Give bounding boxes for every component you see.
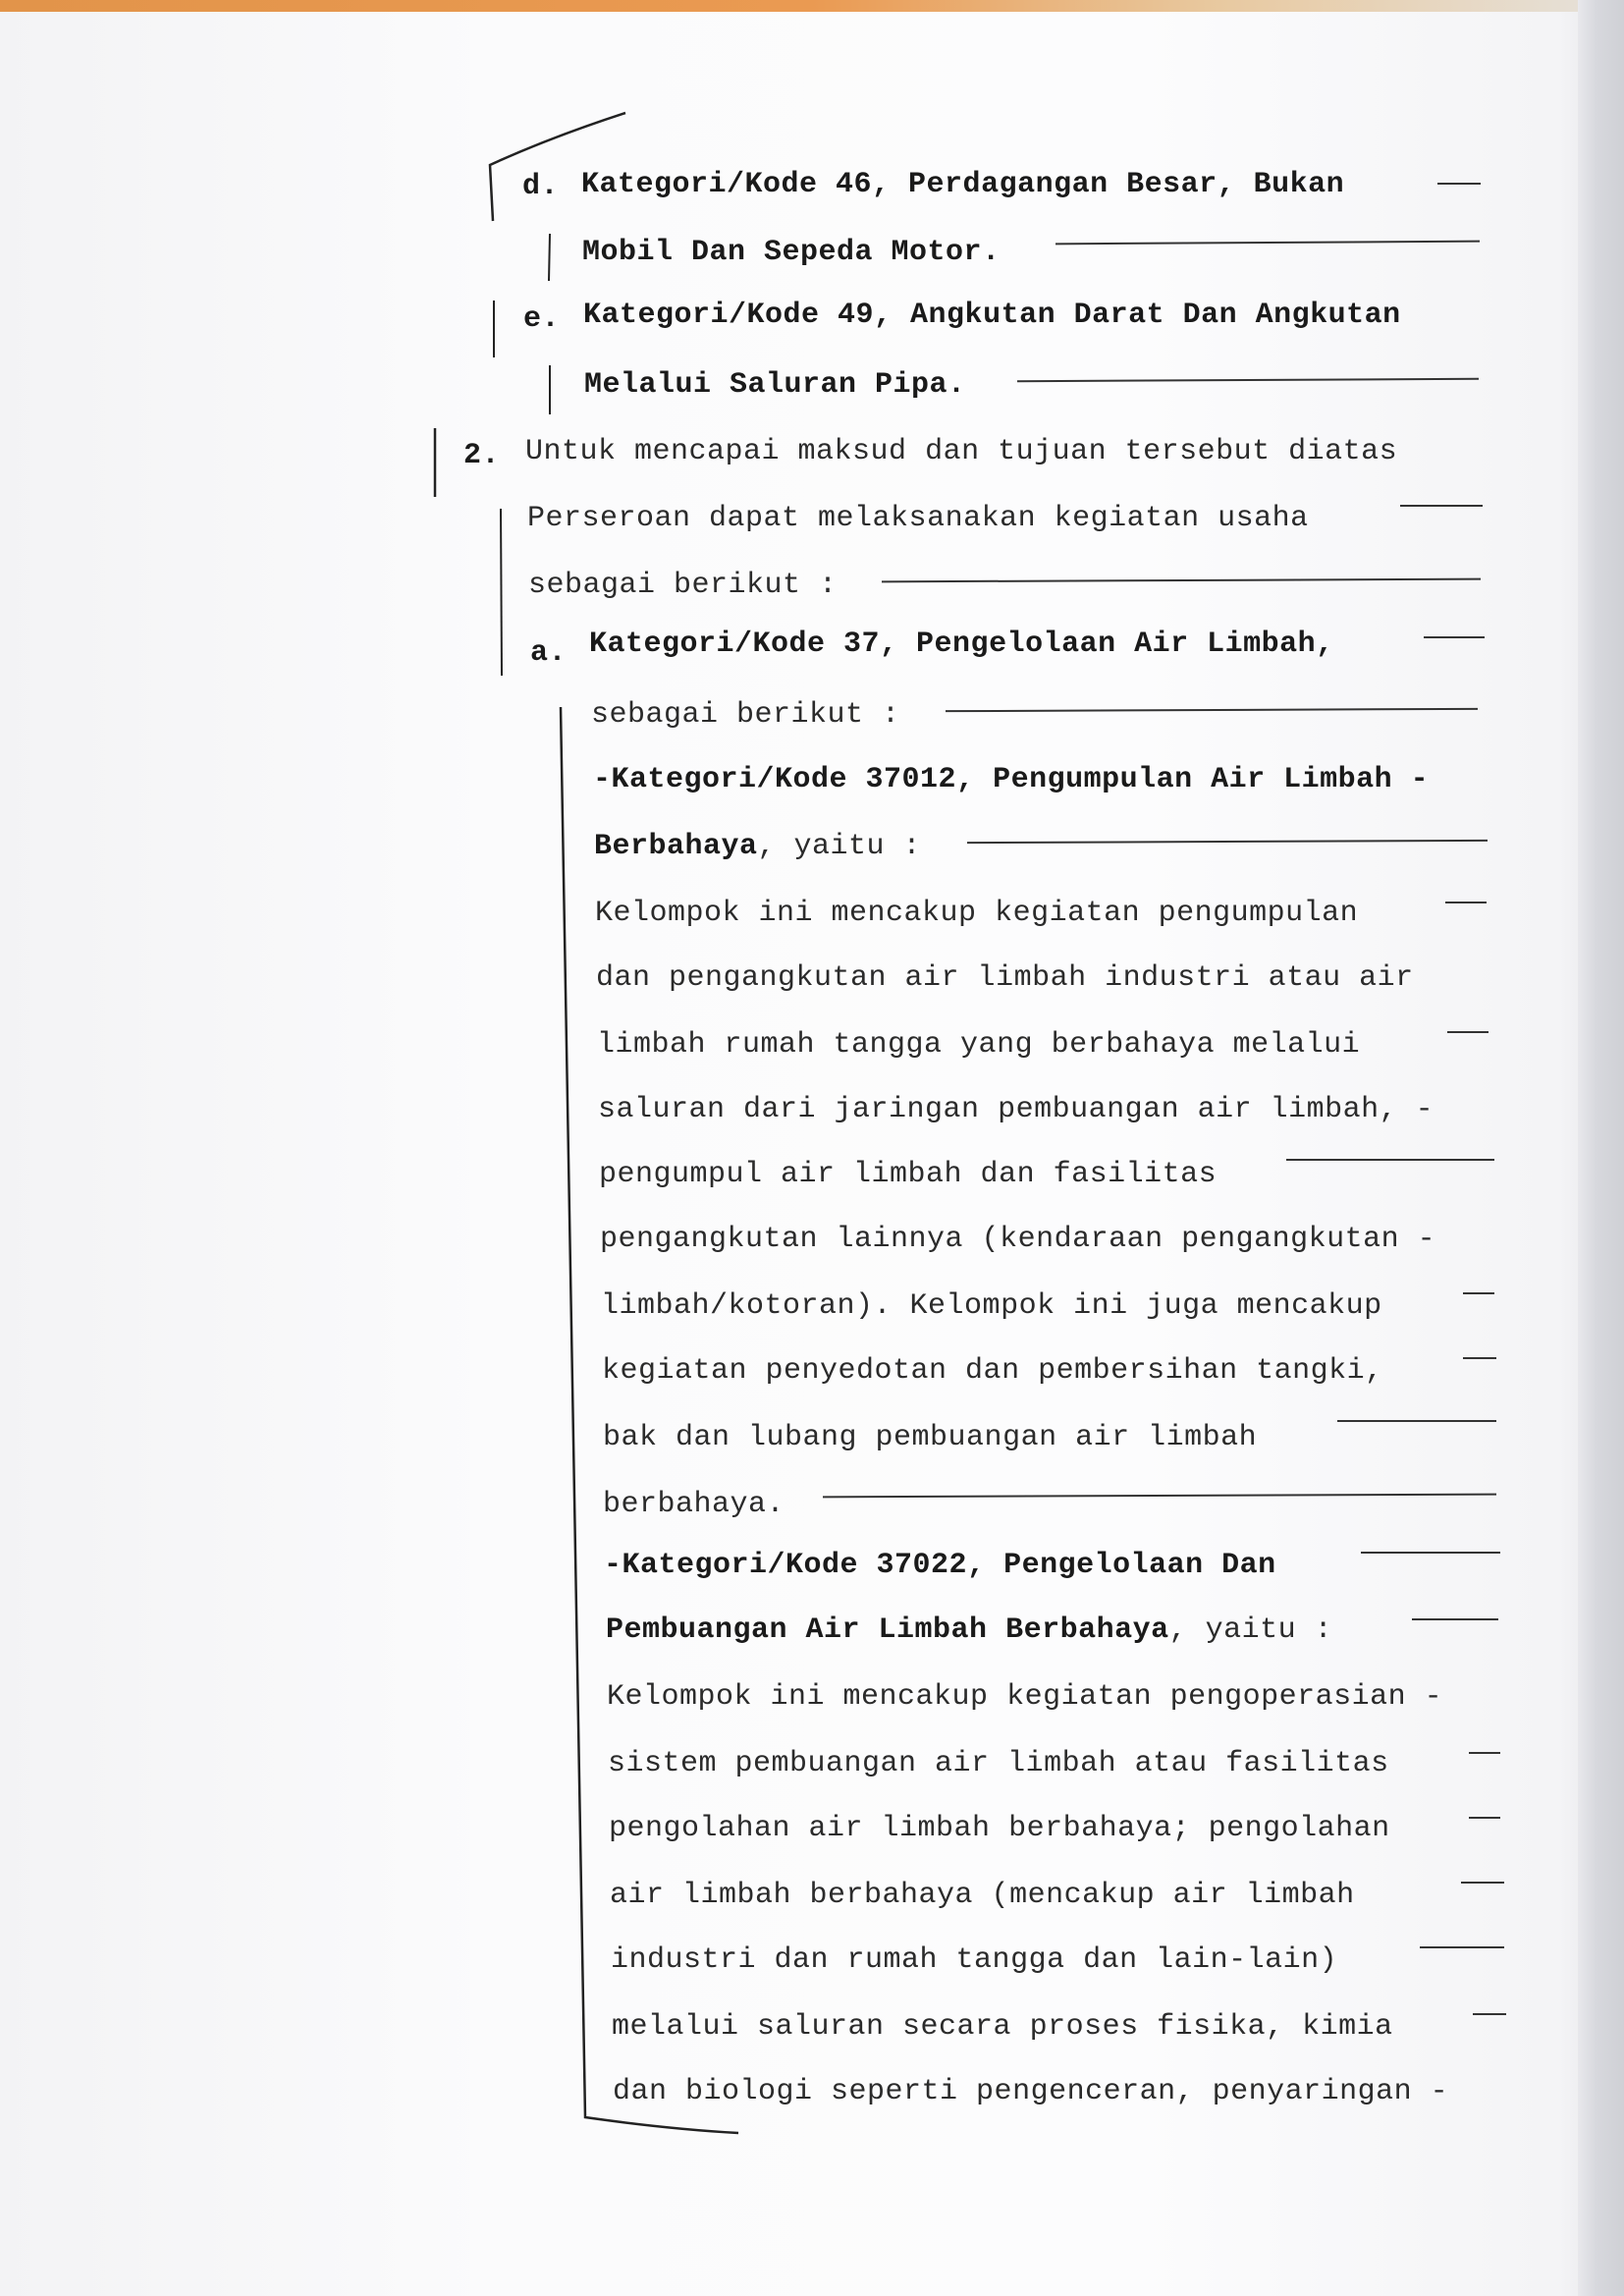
text-line-11 bbox=[594, 827, 921, 866]
filler-dash bbox=[1469, 1817, 1500, 1819]
text-line-19: kegiatan penyedotan dan pembersihan tangki, bbox=[602, 1354, 1383, 1388]
text-line-1: Kategori/Kode 46, Perdagangan Besar, Bukan bbox=[581, 168, 1345, 201]
text-line-15: saluran dari jaringan pembuangan air limbah, - bbox=[598, 1093, 1435, 1126]
filler-dash bbox=[1400, 505, 1483, 507]
text-line-9: sebagai berikut : bbox=[591, 698, 900, 732]
text-line-2: Mobil Dan Sepeda Motor. bbox=[582, 236, 1001, 269]
filler-dash bbox=[1461, 1882, 1504, 1884]
text-line-14: limbah rumah tangga yang berbahaya melalui bbox=[597, 1028, 1361, 1062]
filler-dash bbox=[1337, 1420, 1496, 1422]
filler-dash bbox=[1424, 636, 1485, 638]
filler-dash bbox=[1473, 2013, 1506, 2015]
text-line-18: limbah/kotoran). Kelompok ini juga mencakup bbox=[601, 1289, 1382, 1323]
text-line-13: dan pengangkutan air limbah industri atau air bbox=[596, 961, 1414, 995]
text-line-16: pengumpul air limbah dan fasilitas bbox=[599, 1158, 1218, 1191]
text-line-23-rest: , yaitu : bbox=[1168, 1613, 1333, 1647]
text-line-12: Kelompok ini mencakup kegiatan pengumpulan bbox=[595, 897, 1359, 930]
bracket-item-2-body bbox=[501, 509, 502, 676]
filler-dash bbox=[1420, 1946, 1504, 1948]
list-label-d: d. bbox=[522, 170, 560, 203]
filler-dash bbox=[1437, 183, 1481, 185]
text-line-7: sebagai berikut : bbox=[528, 569, 838, 602]
text-line-20: bak dan lubang pembuangan air limbah bbox=[603, 1421, 1258, 1454]
text-line-4: Melalui Saluran Pipa. bbox=[584, 368, 966, 402]
list-label-e: e. bbox=[523, 302, 561, 336]
text-line-6: Perseroan dapat melaksanakan kegiatan usaha bbox=[527, 502, 1309, 535]
filler-dash bbox=[1463, 1357, 1496, 1359]
text-line-29: melalui saluran secara proses fisika, kimia bbox=[612, 2010, 1393, 2044]
filler-dash bbox=[1412, 1618, 1498, 1620]
list-label-2: 2. bbox=[463, 439, 501, 472]
text-line-25: sistem pembuangan air limbah atau fasilitas bbox=[608, 1747, 1389, 1780]
filler-dash bbox=[1445, 902, 1487, 903]
filler-dash bbox=[1286, 1159, 1494, 1161]
text-line-10: -Kategori/Kode 37012, Pengumpulan Air Limbah - bbox=[593, 763, 1430, 796]
text-line-30: dan biologi seperti pengenceran, penyaringan - bbox=[613, 2075, 1449, 2108]
text-line-11-rest: , yaitu : bbox=[757, 830, 922, 863]
text-line-23 bbox=[606, 1611, 1332, 1650]
text-line-8: Kategori/Kode 37, Pengelolaan Air Limbah, bbox=[589, 628, 1334, 661]
text-line-27: air limbah berbahaya (mencakup air limbah bbox=[610, 1879, 1355, 1912]
filler-dash bbox=[1469, 1752, 1500, 1754]
text-line-3: Kategori/Kode 49, Angkutan Darat Dan Angkutan bbox=[583, 299, 1401, 332]
list-label-a: a. bbox=[530, 636, 568, 670]
text-line-21: berbahaya. bbox=[603, 1488, 785, 1521]
filler-dash bbox=[1447, 1031, 1489, 1033]
text-line-24: Kelompok ini mencakup kegiatan pengoperasian - bbox=[607, 1680, 1443, 1714]
text-line-11-bold: Berbahaya bbox=[594, 830, 758, 863]
sub-bracket-d bbox=[549, 234, 550, 281]
filler-dash bbox=[1463, 1292, 1494, 1294]
text-line-5: Untuk mencapai maksud dan tujuan tersebut diatas bbox=[525, 435, 1398, 468]
text-line-23-bold: Pembuangan Air Limbah Berbahaya bbox=[606, 1613, 1169, 1647]
text-line-22: -Kategori/Kode 37022, Pengelolaan Dan bbox=[604, 1549, 1276, 1582]
text-line-17: pengangkutan lainnya (kendaraan pengangkutan - bbox=[600, 1223, 1436, 1256]
filler-dash bbox=[1361, 1552, 1500, 1554]
text-line-26: pengolahan air limbah berbahaya; pengolahan bbox=[609, 1812, 1390, 1845]
text-line-28: industri dan rumah tangga dan lain-lain) bbox=[611, 1943, 1338, 1977]
